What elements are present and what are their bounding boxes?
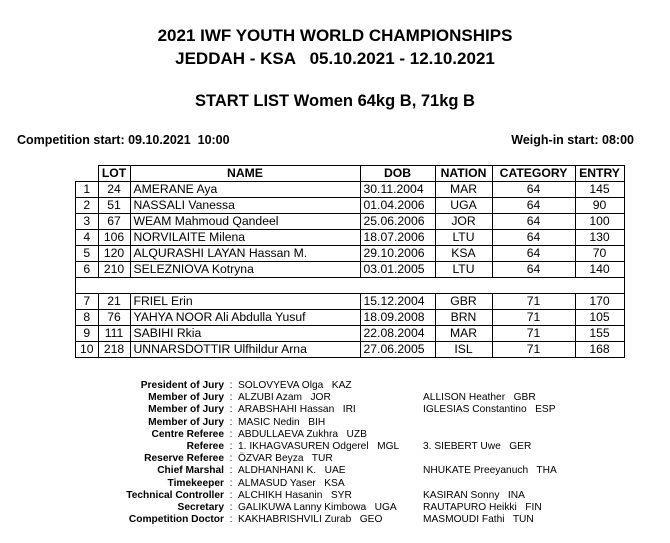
official-row [112,478,557,490]
cell-no: 9 [76,326,99,342]
start-list-title: START LIST Women 64kg B, 71kg B [195,92,475,110]
cell-entry: 130 [575,230,624,246]
official-colon: : [229,489,233,501]
official-row [112,465,557,477]
official-role: Chief Marshal [157,465,224,477]
cell-lot: 106 [98,230,130,246]
cell-lot: 76 [98,310,130,326]
col-no-header [76,166,99,182]
cell-name: SELEZNIOVA Kotryna [130,262,360,278]
cell-lot: 111 [98,326,130,342]
cell-nation: BRN [435,310,492,326]
official-row [112,417,557,429]
cell-dob: 25.06.2006 [360,214,435,230]
cell-name: SABIHI Rkia [130,326,360,342]
table-row [76,182,625,198]
official-role: Reserve Referee [144,453,224,465]
official-name2 [423,453,557,465]
official-name1: ALDHANHANI K. UAE [238,465,346,477]
official-colon: : [229,404,233,416]
table-row [76,294,625,310]
official-name2 [423,429,557,441]
official-name1: ARABSHAHI Hassan IRI [238,404,356,416]
official-colon: : [229,453,233,465]
cell-category: 64 [492,230,575,246]
cell-no: 1 [76,182,99,198]
officials-table [112,380,557,526]
cell-no: 5 [76,246,99,262]
cell-dob: 18.07.2006 [360,230,435,246]
cell-category: 64 [492,182,575,198]
cell-lot: 210 [98,262,130,278]
cell-dob: 18.09.2008 [360,310,435,326]
table-row [76,198,625,214]
cell-name: NORVILAITE Milena [130,230,360,246]
cell-category: 64 [492,262,575,278]
official-role: Member of Jury [148,416,224,428]
cell-name: YAHYA NOOR Ali Abdulla Yusuf [130,310,360,326]
col-category-header: CATEGORY [492,166,575,182]
cell-category: 64 [492,214,575,230]
official-name1: SOLOVYEVA Olga KAZ [238,380,352,391]
cell-entry: 105 [575,310,624,326]
table-row [76,342,625,358]
cell-entry: 140 [575,262,624,278]
cell-no: 7 [76,294,99,310]
cell-no: 10 [76,342,99,358]
cell-lot: 218 [98,342,130,358]
official-name2: ALLISON Heather GBR [423,392,536,404]
col-entry-header: ENTRY [575,166,624,182]
col-name-header: NAME [130,166,360,182]
official-row [112,441,557,453]
table-row [76,326,625,342]
weighin-start: Weigh-in start: 08:00 [511,133,634,147]
cell-no: 8 [76,310,99,326]
official-name1: ABDULLAEVA Zukhra UZB [238,428,367,440]
table-row [76,310,625,326]
official-role: Timekeeper [167,477,224,489]
official-row [112,380,557,392]
official-row [112,429,557,441]
official-colon: : [229,465,233,477]
official-role: Secretary [177,502,224,514]
cell-nation: MAR [435,326,492,342]
official-row [112,392,557,404]
cell-nation: ISL [435,342,492,358]
official-colon: : [229,416,233,428]
official-name2: IGLESIAS Constantino ESP [423,404,556,416]
cell-entry: 90 [575,198,624,214]
table-header-row [76,166,625,182]
official-row [112,514,557,526]
cell-name: AMERANE Aya [130,182,360,198]
cell-nation: LTU [435,230,492,246]
cell-no: 4 [76,230,99,246]
cell-entry: 100 [575,214,624,230]
cell-nation: MAR [435,182,492,198]
event-location-dates: JEDDAH - KSA 05.10.2021 - 12.10.2021 [175,49,495,68]
cell-dob: 30.11.2004 [360,182,435,198]
official-name2: KASIRAN Sonny INA [423,489,525,501]
cell-lot: 120 [98,246,130,262]
table-row [76,262,625,278]
cell-nation: UGA [435,198,492,214]
official-name2: 3. SIEBERT Uwe GER [423,441,532,453]
cell-name: UNNARSDOTTIR Ulfhildur Arna [130,342,360,358]
cell-nation: KSA [435,246,492,262]
cell-dob: 03.01.2005 [360,262,435,278]
official-role: Competition Doctor [128,514,224,526]
cell-category: 64 [492,198,575,214]
cell-nation: GBR [435,294,492,310]
group-separator [76,278,625,294]
official-colon: : [229,380,233,391]
cell-entry: 168 [575,342,624,358]
official-colon: : [229,441,233,453]
cell-lot: 24 [98,182,130,198]
cell-lot: 67 [98,214,130,230]
official-row [112,490,557,502]
cell-nation: LTU [435,262,492,278]
event-title: 2021 IWF YOUTH WORLD CHAMPIONSHIPS [157,26,513,45]
table-row [76,246,625,262]
cell-dob: 01.04.2006 [360,198,435,214]
start-list-table [75,165,625,358]
official-name2 [423,417,557,429]
cell-dob: 29.10.2006 [360,246,435,262]
official-name2 [423,380,557,392]
cell-lot: 21 [98,294,130,310]
official-role: Member of Jury [148,404,224,416]
cell-nation: JOR [435,214,492,230]
official-name1: KAKHABRISHVILI Zurab GEO [238,514,383,526]
col-dob-header: DOB [360,166,435,182]
official-colon: : [229,502,233,514]
cell-no: 3 [76,214,99,230]
cell-category: 71 [492,310,575,326]
official-name1: GALIKUWA Lanny Kimbowa UGA [238,502,397,514]
official-colon: : [229,392,233,404]
official-role: President of Jury [140,380,224,391]
official-name1: ALCHIKH Hasanin SYR [238,489,352,501]
official-row [112,502,557,514]
official-row [112,404,557,416]
table-row [76,230,625,246]
cell-dob: 15.12.2004 [360,294,435,310]
cell-name: FRIEL Erin [130,294,360,310]
official-name1: ÖZVAR Beyza TUR [238,453,333,465]
official-name1: ALZUBI Azam JOR [238,392,331,404]
official-name1: MASIC Nedin BIH [238,416,326,428]
official-role: Member of Jury [148,392,224,404]
competition-start: Competition start: 09.10.2021 10:00 [17,133,230,147]
cell-dob: 22.08.2004 [360,326,435,342]
cell-category: 71 [492,294,575,310]
official-role: Centre Referee [151,428,224,440]
cell-lot: 51 [98,198,130,214]
cell-entry: 155 [575,326,624,342]
official-name2: RAUTAPURO Heikki FIN [423,502,542,514]
official-name1: 1. IKHAGVASUREN Odgerel MGL [238,441,400,453]
col-nation-header: NATION [435,166,492,182]
cell-no: 2 [76,198,99,214]
official-colon: : [229,514,233,526]
cell-name: NASSALI Vanessa [130,198,360,214]
official-role: Referee [186,441,224,453]
cell-category: 71 [492,326,575,342]
official-name2: NHUKATE Preeyanuch THA [423,465,557,477]
official-name2: MASMOUDI Fathi TUN [423,514,534,526]
cell-no: 6 [76,262,99,278]
official-row [112,453,557,465]
official-name2 [423,478,557,490]
table-row [76,214,625,230]
cell-dob: 27.06.2005 [360,342,435,358]
official-colon: : [229,428,233,440]
cell-entry: 70 [575,246,624,262]
cell-category: 64 [492,246,575,262]
cell-entry: 170 [575,294,624,310]
official-colon: : [229,477,233,489]
cell-category: 71 [492,342,575,358]
cell-name: WEAM Mahmoud Qandeel [130,214,360,230]
official-name1: ALMASUD Yaser KSA [238,477,345,489]
official-role: Technical Controller [126,489,224,501]
col-lot-header: LOT [98,166,130,182]
cell-name: ALQURASHI LAYAN Hassan M. [130,246,360,262]
cell-entry: 145 [575,182,624,198]
